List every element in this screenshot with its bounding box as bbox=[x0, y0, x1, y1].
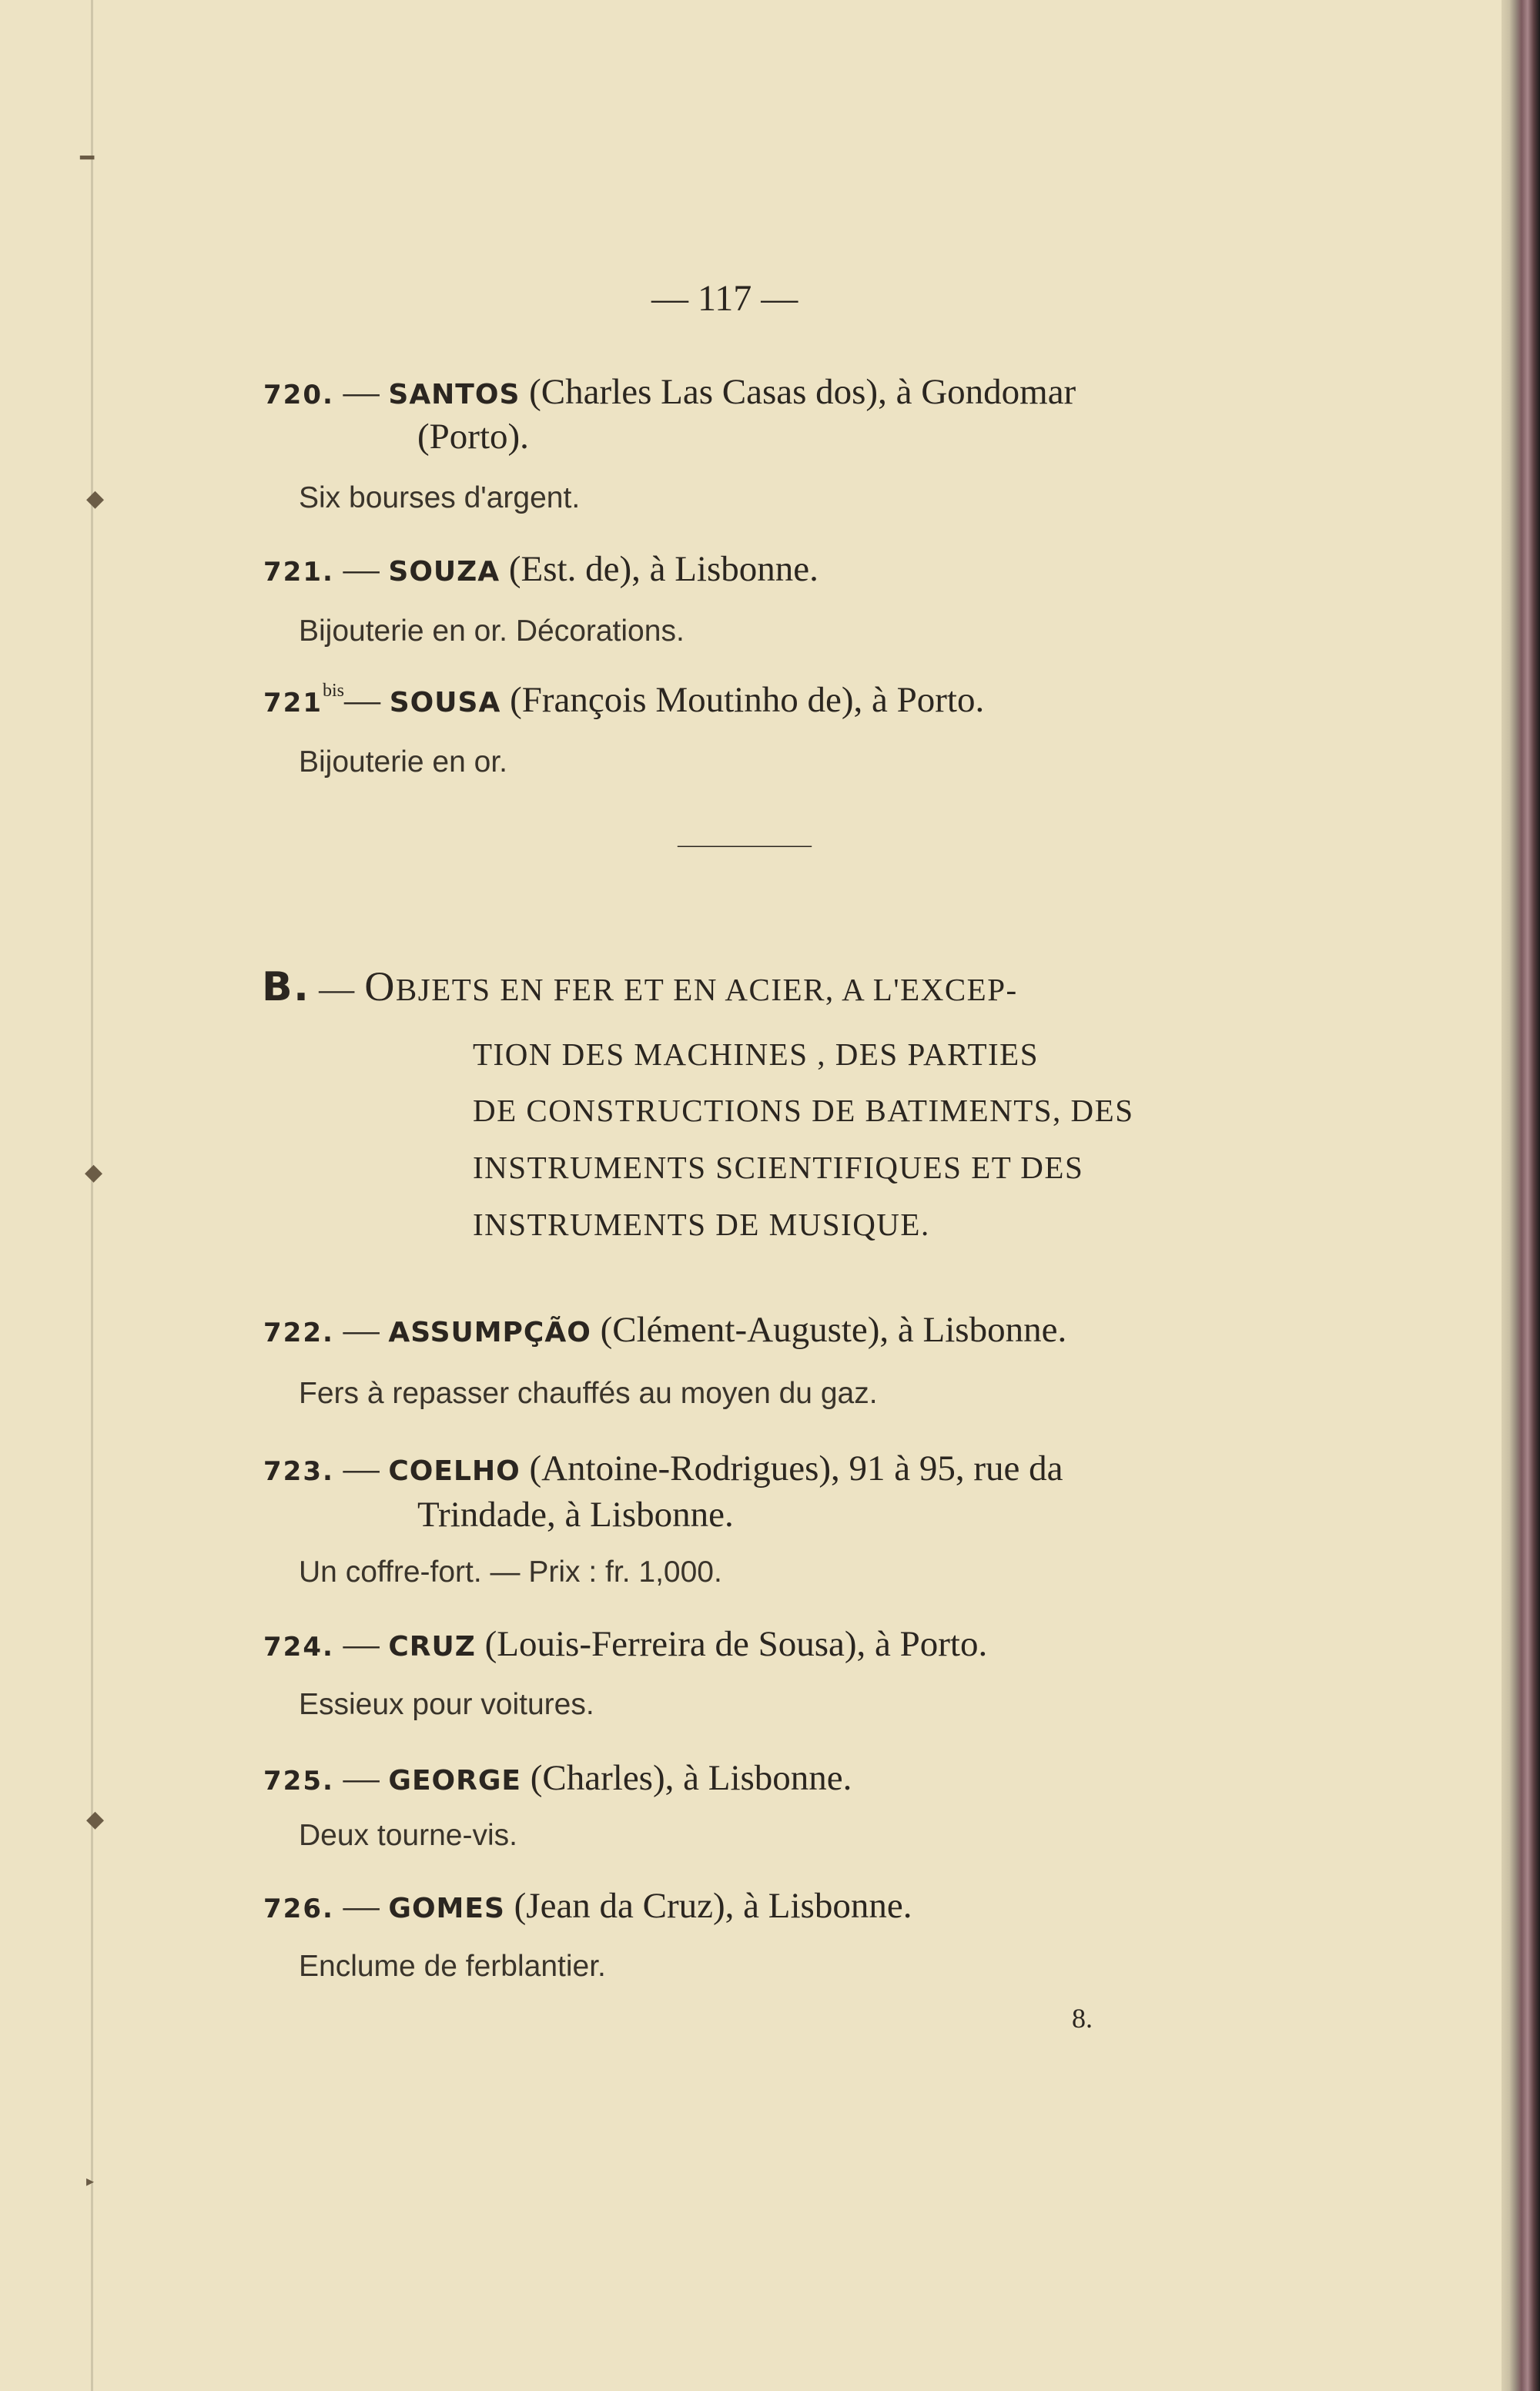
margin-mark: ◆ bbox=[86, 486, 105, 511]
gutter-line bbox=[91, 0, 93, 2391]
entry-725: 725. — GEORGE (Charles), à Lisbonne. bbox=[263, 1758, 852, 1798]
entry-726: 726. — GOMES (Jean da Cruz), à Lisbonne. bbox=[263, 1886, 912, 1926]
section-heading-line5: INSTRUMENTS DE MUSIQUE. bbox=[473, 1207, 930, 1242]
entry-721-bis: $721^{bis}—$ SOUSA (François Moutinho de), à Porto. bbox=[263, 680, 985, 720]
section-heading-line3: DE CONSTRUCTIONS DE BATIMENTS, DES bbox=[473, 1093, 1134, 1128]
entry-722-description: Fers à repasser chauffés au moyen du gaz. bbox=[299, 1377, 878, 1410]
entry-720: 720. — SANTOS (Charles Las Casas dos), à Gondomar bbox=[263, 372, 1076, 412]
margin-mark: ◆ bbox=[85, 1160, 103, 1185]
entry-723-continued: Trindade, à Lisbonne. bbox=[417, 1495, 734, 1535]
section-heading-line4: INSTRUMENTS SCIENTIFIQUES ET DES bbox=[473, 1150, 1084, 1185]
entry-724: 724. — CRUZ (Louis-Ferreira de Sousa), à Porto. bbox=[263, 1624, 988, 1664]
signature-mark: 8. bbox=[1072, 2003, 1093, 2034]
entry-720-description: Six bourses d'argent. bbox=[299, 481, 581, 514]
page-edge bbox=[1502, 0, 1540, 2391]
entry-721: 721. — SOUZA (Est. de), à Lisbonne. bbox=[263, 549, 819, 589]
entry-724-description: Essieux pour voitures. bbox=[299, 1688, 594, 1721]
entry-721-bis-description: Bijouterie en or. bbox=[299, 745, 508, 779]
section-heading-line2: TION DES MACHINES , DES PARTIES bbox=[473, 1036, 1040, 1072]
margin-mark: ◆ bbox=[86, 1807, 105, 1832]
entry-725-description: Deux tourne-vis. bbox=[299, 1819, 517, 1852]
page-number: — 117 — bbox=[651, 278, 798, 319]
entry-720-continued: (Porto). bbox=[417, 417, 529, 457]
section-heading-line1: B. — OBJETS EN FER ET EN ACIER, A L'EXCEP- bbox=[262, 963, 1018, 1010]
section-divider: ——————— bbox=[678, 832, 807, 857]
entry-723: 723. — COELHO (Antoine-Rodrigues), 91 à 95, rue da bbox=[263, 1448, 1063, 1489]
margin-mark: ━ bbox=[80, 146, 95, 171]
margin-mark: ▸ bbox=[86, 2173, 95, 2190]
entry-723-description: Un coffre-fort. — Prix : fr. 1,000. bbox=[299, 1555, 722, 1589]
entry-721-description: Bijouterie en or. Décorations. bbox=[299, 614, 685, 648]
entry-722: 722. — ASSUMPÇÃO (Clément-Auguste), à Lisbonne. bbox=[263, 1310, 1067, 1350]
entry-726-description: Enclume de ferblantier. bbox=[299, 1950, 606, 1983]
